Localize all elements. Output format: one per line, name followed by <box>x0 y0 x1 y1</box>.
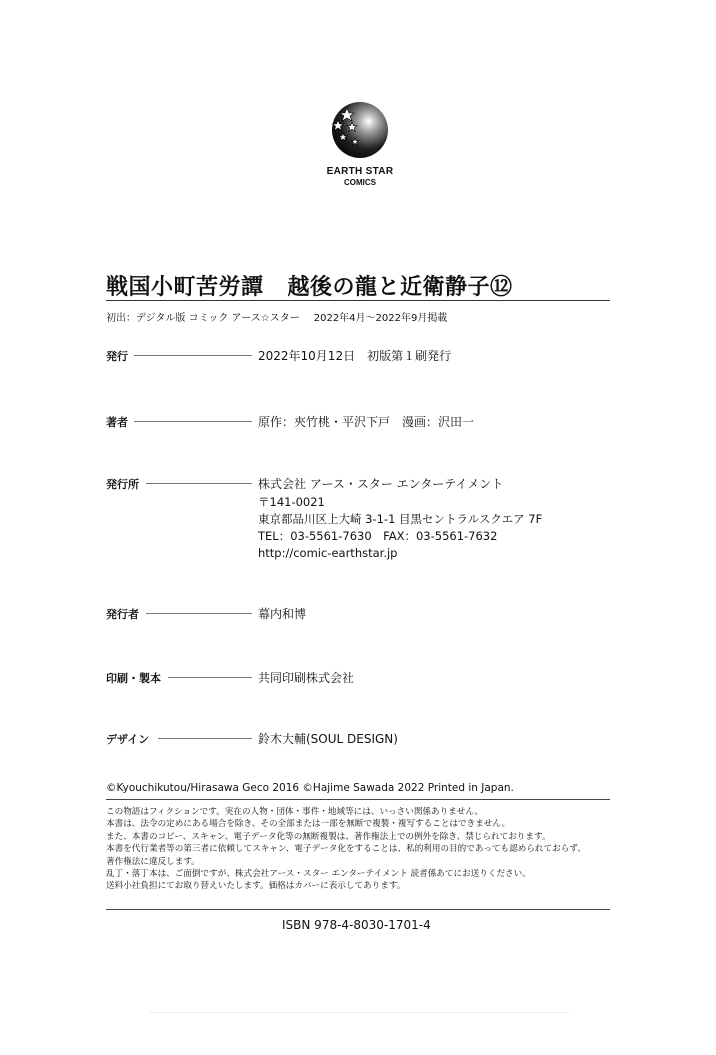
notes-bottom-divider <box>106 909 610 910</box>
issuer-value: 幕内和博 <box>258 607 307 621</box>
note-line: 本書は、法令の定めにある場合を除き、その全部または一部を無断で複製・複写することはできません。 <box>106 819 511 830</box>
title-main: 戦国小町苦労譚 <box>106 275 264 300</box>
address: 東京都品川区上大崎 3-1-1 目黒セントラルスクエア 7F <box>258 512 543 526</box>
leader-line <box>158 738 252 739</box>
book-title <box>106 270 513 301</box>
postal-code: 〒141-0021 <box>258 495 325 509</box>
publisher-name: 株式会社 アース・スター エンターテイメント <box>258 477 504 491</box>
leader-line <box>146 613 252 614</box>
isbn: ISBN 978-4-8030-1701-4 <box>282 918 431 932</box>
note-line: また、本書のコピー、スキャン、電子データ化等の無断複製は、著作権法上での例外を除き、禁じられております。 <box>106 831 551 842</box>
first-publication-label: 初出：デジタル版 コミック アース☆スター <box>106 313 300 324</box>
page-bleed-mark <box>150 1012 570 1013</box>
leader-line <box>146 483 252 484</box>
printing-value: 共同印刷株式会社 <box>258 671 355 685</box>
note-line: 送料小社負担にてお取り替えいたします。価格はカバーに表示してあります。 <box>106 881 406 892</box>
note-line: 乱丁・落丁本は、ご面倒ですが、株式会社アース・スター エンターテイメント 読者係あてにお送りください。 <box>106 869 531 880</box>
first-publication <box>106 309 447 324</box>
globe-stars-icon <box>325 100 395 170</box>
legal-notes <box>106 806 586 893</box>
note-line: 著作権法に違反します。 <box>106 856 200 867</box>
author-label: 著者 <box>106 416 128 429</box>
website-url: http://comic-earthstar.jp <box>258 546 398 560</box>
title-divider <box>106 300 610 301</box>
leader-line <box>134 421 252 422</box>
notes-top-divider <box>106 799 610 800</box>
design-label: デザイン <box>106 733 150 746</box>
first-publication-dates: 2022年4月〜2022年9月掲載 <box>313 313 448 324</box>
issued-value: 2022年10月12日 初版第１刷発行 <box>258 349 452 363</box>
note-line: 本書を代行業者等の第三者に依頼してスキャン、電子データ化をすることは、私的利用の目的であっても認められておらず、 <box>106 844 586 855</box>
publisher-label: 発行所 <box>106 478 139 491</box>
logo-text <box>310 166 410 188</box>
issued-label: 発行 <box>106 350 128 363</box>
leader-line <box>134 355 252 356</box>
logo-line-2: COMICS <box>344 178 376 187</box>
author-value: 原作：夾竹桃・平沢下戸 漫画：沢田一 <box>258 415 475 429</box>
phone-fax: TEL：03-5561-7630 FAX：03-5561-7632 <box>258 529 498 543</box>
logo-line-1: EARTH STAR <box>326 166 394 177</box>
printing-label: 印刷・製本 <box>106 672 161 685</box>
copyright-line: ©Kyouchikutou/Hirasawa Geco 2016 ©Hajime Sawada 2022 Printed in Japan. <box>106 782 514 794</box>
title-sub: 越後の龍と近衛静子⑫ <box>287 275 513 300</box>
design-value: 鈴木大輔(SOUL DESIGN) <box>258 732 398 746</box>
leader-line <box>168 677 252 678</box>
issuer-label: 発行者 <box>106 608 139 621</box>
note-line: この物語はフィクションです。実在の人物・団体・事件・地域等には、いっさい関係ありません。 <box>106 807 484 817</box>
